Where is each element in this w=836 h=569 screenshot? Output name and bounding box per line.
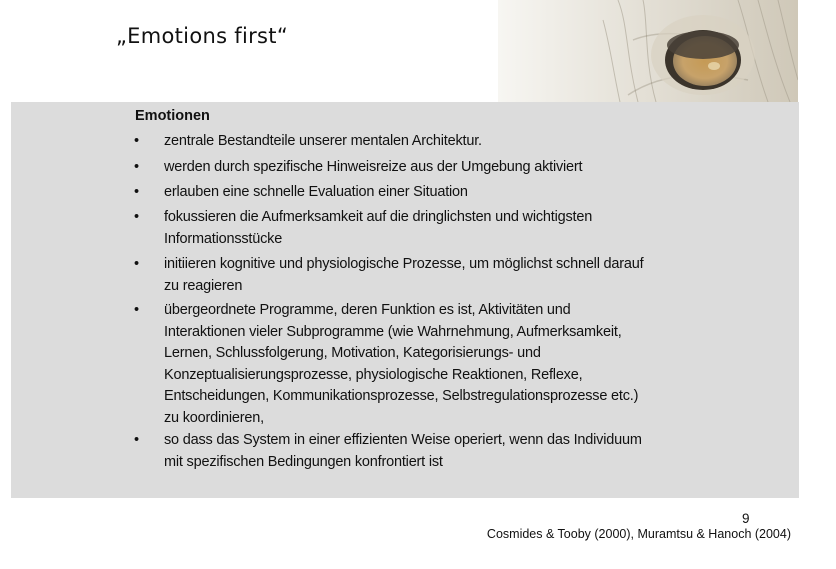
citation: Cosmides & Tooby (2000), Muramtsu & Hanoch (2004) bbox=[486, 527, 791, 541]
list-item bbox=[164, 182, 664, 204]
list-item-line: Lernen, Schlussfolgerung, Motivation, Kategorisierungs- und bbox=[164, 345, 541, 361]
list-item-line: so dass das System in einer effizienten Weise operiert, wenn das Individuum bbox=[164, 432, 642, 448]
slide-title: „Emotions first“ bbox=[116, 24, 289, 48]
list-item-line: Interaktionen vieler Subprogramme (wie Wahrnehmung, Aufmerksamkeit, bbox=[164, 323, 622, 340]
list-item-line: erlauben eine schnelle Evaluation einer Situation bbox=[164, 184, 468, 200]
list-item-line: Informationsstücke bbox=[164, 230, 283, 247]
bullet-icon: • bbox=[134, 256, 140, 272]
list-item-line: initiieren kognitive und physiologische Prozesse, um möglichst schnell darauf bbox=[164, 256, 644, 272]
list-item-line: mit spezifischen Bedingungen konfrontiert ist bbox=[164, 453, 443, 470]
list-item bbox=[164, 300, 664, 429]
list-item bbox=[164, 207, 664, 250]
bullet-icon: • bbox=[134, 432, 140, 448]
list-item-line: Konzeptualisierungsprozesse, physiologische Reaktionen, Reflexe, bbox=[164, 366, 583, 383]
list-item bbox=[164, 157, 664, 179]
list-item-line: zu reagieren bbox=[164, 277, 243, 294]
list-item-line: zentrale Bestandteile unserer mentalen Architektur. bbox=[164, 133, 482, 149]
list-item-line: zu koordinieren, bbox=[164, 409, 264, 426]
list-item-line: übergeordnete Programme, deren Funktion es ist, Aktivitäten und bbox=[164, 302, 571, 318]
section-heading: Emotionen bbox=[135, 108, 210, 124]
list-item bbox=[164, 254, 664, 297]
bullet-icon: • bbox=[134, 184, 140, 200]
bullet-icon: • bbox=[134, 209, 140, 225]
owl-eye-image bbox=[498, 0, 798, 102]
list-item bbox=[164, 430, 664, 473]
page-number: 9 bbox=[742, 511, 750, 526]
list-item-line: fokussieren die Aufmerksamkeit auf die dringlichsten und wichtigsten bbox=[164, 209, 593, 225]
bullet-icon: • bbox=[134, 302, 140, 318]
list-item-line: Entscheidungen, Kommunikationsprozesse, Selbstregulationsprozesse etc.) bbox=[164, 388, 639, 404]
list-item bbox=[164, 131, 664, 153]
bullet-icon: • bbox=[134, 159, 140, 175]
list-item-line: werden durch spezifische Hinweisreize aus der Umgebung aktiviert bbox=[164, 159, 583, 175]
bullet-icon: • bbox=[134, 133, 140, 149]
